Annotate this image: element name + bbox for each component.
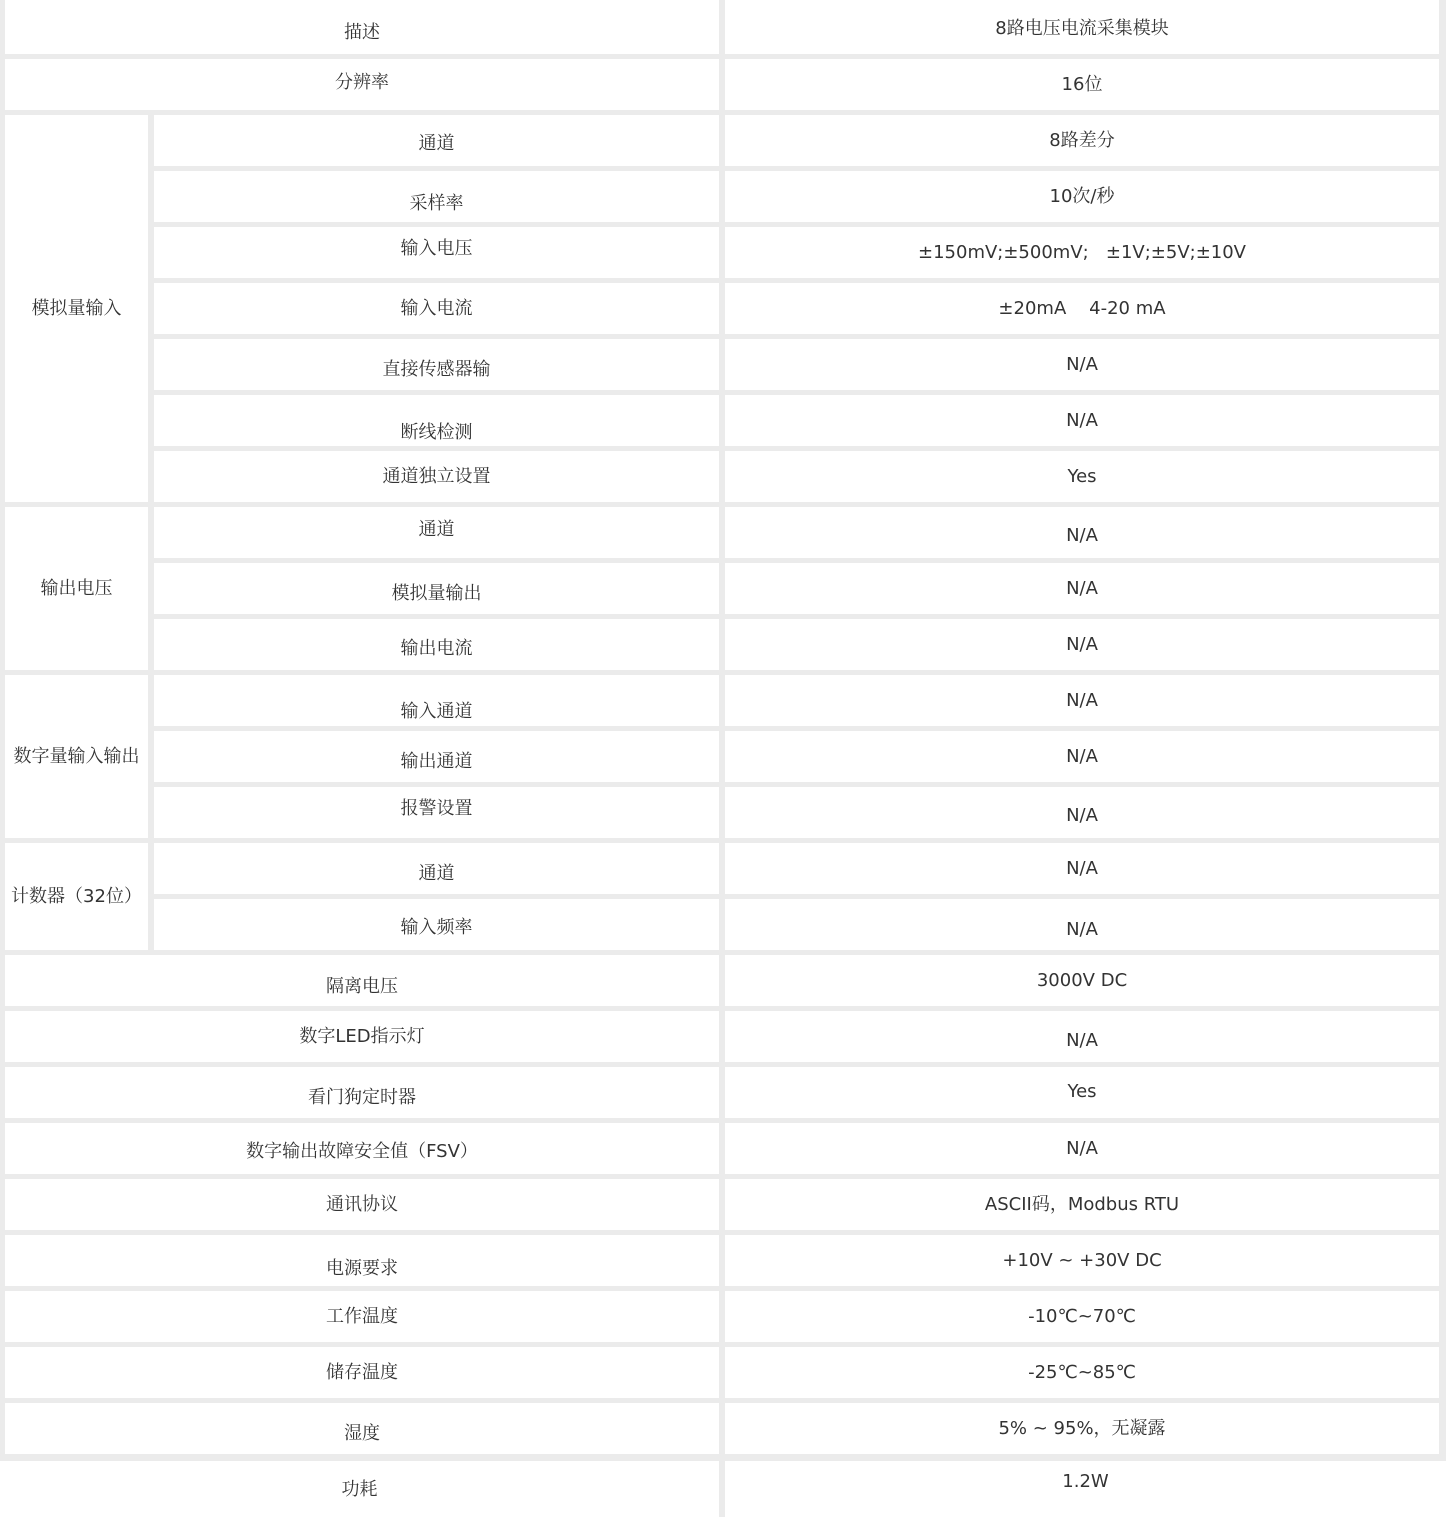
spec-value: 5% ~ 95%，无凝露 [725,1403,1439,1454]
spec-value: N/A [725,1123,1439,1174]
spec-label: 报警设置 [154,787,719,838]
spec-label: 直接传感器输 [154,339,719,390]
spec-value: N/A [725,507,1439,558]
spec-value: N/A [725,899,1439,950]
spec-value: ASCII码，Modbus RTU [725,1179,1439,1230]
spec-value: N/A [725,1011,1439,1062]
spec-value: N/A [725,339,1439,390]
spec-label: 数字输出故障安全值（FSV） [5,1123,719,1174]
spec-label: 电源要求 [5,1235,719,1286]
spec-group-label: 输出电压 [5,507,148,670]
spec-label: 输出电流 [154,619,719,670]
spec-label: 数字LED指示灯 [5,1011,719,1062]
spec-value: ±150mV;±500mV; ±1V;±5V;±10V [725,227,1439,278]
spec-label: 采样率 [154,171,719,222]
spec-value: 10次/秒 [725,171,1439,222]
spec-value: N/A [725,787,1439,838]
spec-value: -25℃~85℃ [725,1347,1439,1398]
spec-label: 湿度 [5,1403,719,1454]
spec-group-label: 数字量输入输出 [5,675,148,838]
spec-label: 功耗 [0,1461,719,1517]
spec-value: 8路差分 [725,115,1439,166]
spec-label: 工作温度 [5,1291,719,1342]
spec-value: ±20mA 4-20 mA [725,283,1439,334]
spec-group-label: 计数器（32位） [5,843,148,950]
spec-label: 描述 [5,0,719,54]
spec-label: 隔离电压 [5,955,719,1006]
spec-value: 16位 [725,59,1439,110]
spec-group-label: 模拟量输入 [5,115,148,502]
spec-label: 输入电流 [154,283,719,334]
spec-label: 储存温度 [5,1347,719,1398]
spec-label: 分辨率 [5,59,719,110]
spec-value: 8路电压电流采集模块 [725,0,1439,54]
spec-value: +10V ~ +30V DC [725,1235,1439,1286]
spec-label: 输入频率 [154,899,719,950]
spec-value: N/A [725,619,1439,670]
spec-label: 模拟量输出 [154,563,719,614]
spec-label: 输入通道 [154,675,719,726]
spec-label: 断线检测 [154,395,719,446]
spec-value: N/A [725,563,1439,614]
spec-value: Yes [725,451,1439,502]
spec-value: Yes [725,1067,1439,1118]
spec-label: 输入电压 [154,227,719,278]
spec-label: 通道 [154,507,719,558]
spec-value: N/A [725,675,1439,726]
spec-label: 输出通道 [154,731,719,782]
spec-value: -10℃~70℃ [725,1291,1439,1342]
spec-value: N/A [725,731,1439,782]
spec-label: 通道 [154,843,719,894]
spec-value: 1.2W [725,1461,1446,1517]
spec-label: 通道 [154,115,719,166]
spec-value: 3000V DC [725,955,1439,1006]
spec-label: 通道独立设置 [154,451,719,502]
spec-label: 看门狗定时器 [5,1067,719,1118]
spec-label: 通讯协议 [5,1179,719,1230]
spec-value: N/A [725,843,1439,894]
spec-value: N/A [725,395,1439,446]
